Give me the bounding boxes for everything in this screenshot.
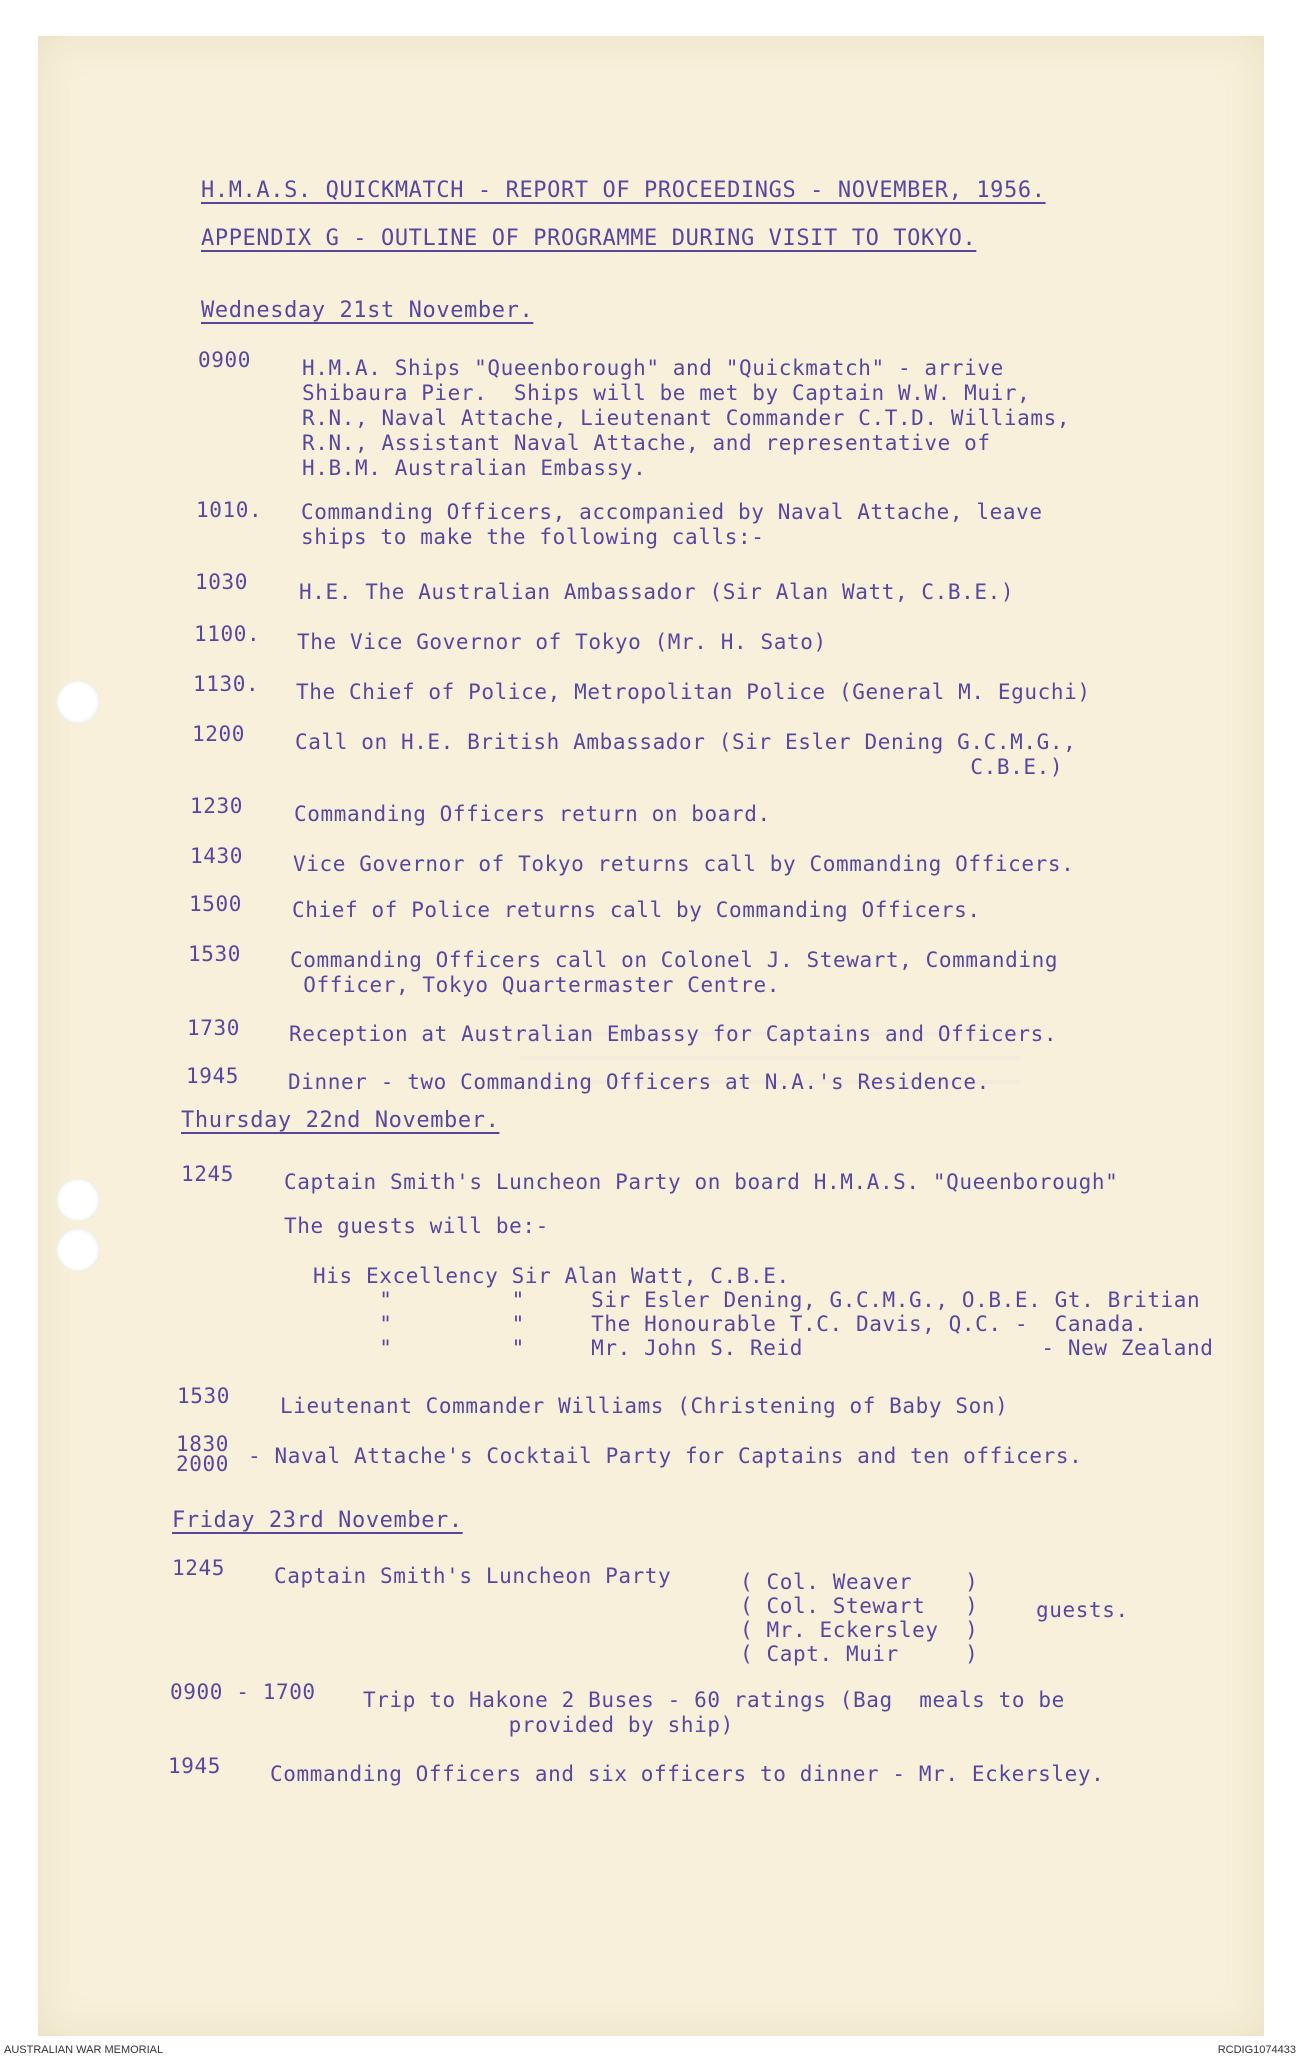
entry-1430: Vice Governor of Tokyo returns call by Commanding Officers. [293,852,1075,876]
guests-intro: The guests will be:- [284,1214,549,1238]
entry-1030: H.E. The Australian Ambassador (Sir Alan Watt, C.B.E.) [299,580,1015,604]
entry-1730: Reception at Australian Embassy for Captains and Officers. [289,1022,1058,1046]
entry-0900-1700: Trip to Hakone 2 Buses - 60 ratings (Bag meals to be provided by ship) [363,1688,1065,1737]
time-1500: 1500 [189,892,242,916]
entry-1100: The Vice Governor of Tokyo (Mr. H. Sato) [297,630,827,654]
punch-hole-middle [56,1178,100,1222]
punch-hole-top [56,680,100,724]
day-heading-thursday: Thursday 22nd November. [181,1108,500,1133]
day-heading-friday: Friday 23rd November. [172,1508,463,1533]
entry-1530: Commanding Officers call on Colonel J. Stewart, Commanding Officer, Tokyo Quartermaster Centre. [290,948,1059,997]
entry-1830: - Naval Attache's Cocktail Party for Captains and ten officers. [248,1444,1083,1468]
document-subtitle: APPENDIX G - OUTLINE OF PROGRAMME DURING VISIT TO TOKYO. [201,226,977,251]
entry-1945: Dinner - two Commanding Officers at N.A.'s Residence. [288,1070,990,1094]
document-title: H.M.A.S. QUICKMATCH - REPORT OF PROCEEDINGS - NOVEMBER, 1956. [201,178,1046,203]
footer-id: RCDIG1074433 [1217,2044,1296,2056]
friday-guest-list: ( Col. Weaver ) ( Col. Stewart ) ( Mr. Eckersley ) ( Capt. Muir ) [740,1570,979,1666]
time-1245-thursday: 1245 [181,1162,234,1186]
time-1100: 1100. [194,622,261,646]
time-1830-2000: 1830 2000 [176,1432,229,1476]
time-1945-friday: 1945 [168,1754,221,1778]
time-1130: 1130. [193,672,260,696]
footer-source: AUSTRALIAN WAR MEMORIAL [4,2044,164,2056]
entry-1230: Commanding Officers return on board. [294,802,771,826]
time-0900: 0900 [198,348,251,372]
time-1200: 1200 [192,722,245,746]
time-0900-1700: 0900 - 1700 [170,1680,316,1704]
entry-1245-friday: Captain Smith's Luncheon Party [274,1564,672,1588]
entry-1200: Call on H.E. British Ambassador (Sir Esler Dening G.C.M.G., C.B.E.) [295,730,1077,779]
time-1230: 1230 [190,794,243,818]
time-1530: 1530 [188,942,241,966]
time-1945: 1945 [186,1064,239,1088]
entry-1945-friday: Commanding Officers and six officers to dinner - Mr. Eckersley. [270,1762,1105,1786]
time-1245-friday: 1245 [172,1556,225,1580]
punch-hole-bottom [56,1228,100,1272]
time-1530-thursday: 1530 [177,1384,230,1408]
entry-1500: Chief of Police returns call by Commanding Officers. [292,898,981,922]
friday-guests-label: guests. [1036,1598,1129,1622]
entry-1245-thursday: Captain Smith's Luncheon Party on board H.M.A.S. "Queenborough" [284,1170,1119,1194]
entry-1010: Commanding Officers, accompanied by Naval Attache, leave ships to make the following calls:- [301,500,1043,549]
entry-1530-thursday: Lieutenant Commander Williams (Christening of Baby Son) [280,1394,1009,1418]
guest-list: His Excellency Sir Alan Watt, C.B.E. " " Sir Esler Dening, G.C.M.G., O.B.E. Gt. Britian " " The Honourable T.C. Davis, Q.C. - Canada. " " Mr. John S. Reid - New Zealand [313,1264,1214,1360]
entry-1130: The Chief of Police, Metropolitan Police (General M. Eguchi) [296,680,1091,704]
entry-0900: H.M.A. Ships "Queenborough" and "Quickmatch" - arrive Shibaura Pier. Ships will be met by Captain W.W. Muir, R.N., Naval Attache, Lieutenant Commander C.T.D. Williams, R.N., Assistant Naval Attache, and representative of H.B.M. Australian Embassy. [302,356,1071,480]
time-1730: 1730 [187,1016,240,1040]
time-1010: 1010. [196,498,263,522]
time-1030: 1030 [195,570,248,594]
time-1430: 1430 [190,844,243,868]
day-heading-wednesday: Wednesday 21st November. [201,298,534,323]
